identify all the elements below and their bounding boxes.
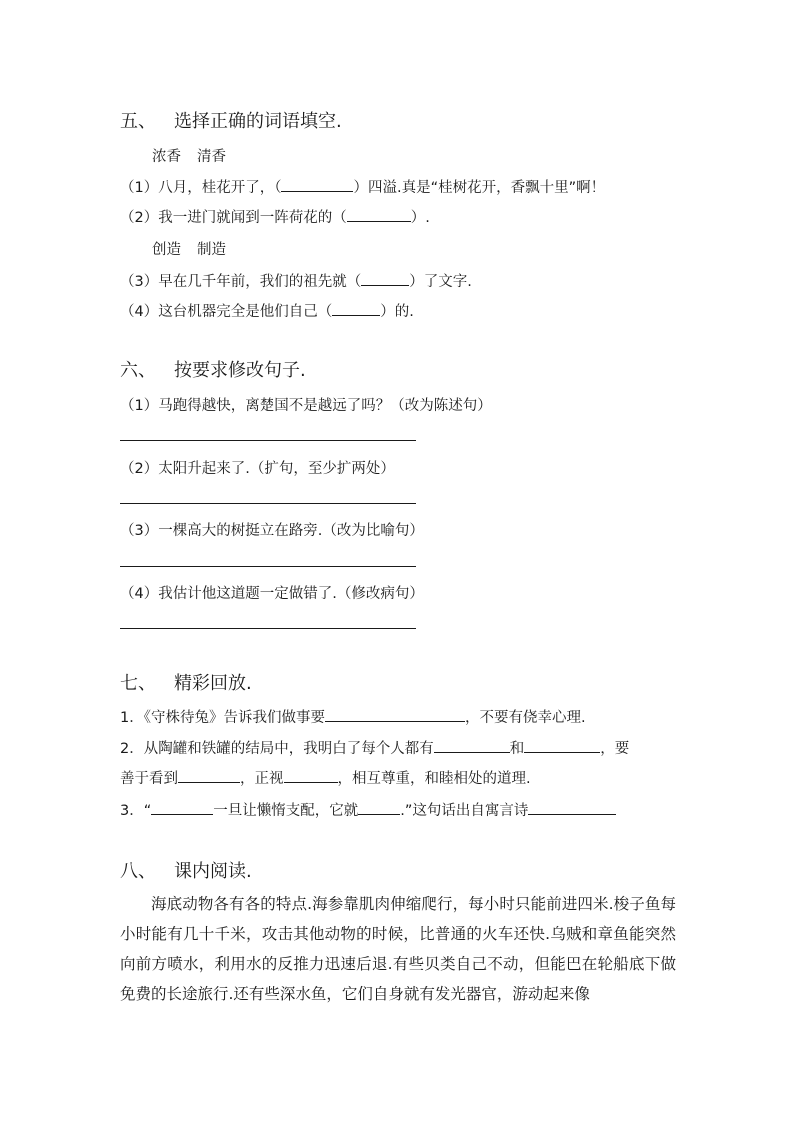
- question-7-3: [120, 799, 616, 820]
- section-5-heading: [120, 107, 342, 133]
- question-5-4: [120, 300, 414, 321]
- section-7-number: 七、: [120, 673, 156, 694]
- answer-blank[interactable]: [524, 738, 600, 753]
- question-text: .”这句话出自寓言诗: [400, 803, 529, 819]
- section-8-number: 八、: [120, 861, 156, 882]
- question-text: （1）八月，桂花开了，（: [120, 180, 282, 196]
- answer-blank[interactable]: [347, 207, 411, 222]
- question-7-2: [120, 737, 629, 758]
- passage-text: 海底动物各有各的特点.海参靠肌肉伸缩爬行，每小时只能前进四米.梭子鱼每小时能有几十千米，攻击其他动物的时候，比普通的火车还快.乌贼和章鱼能突然向前方喷水，利用水的反推力迅速后退.有些贝类自己不动，但能巴在轮船底下做免费的长途旅行.还有些深水鱼，它们自身就有发光器官，游动起来像: [120, 895, 676, 1003]
- question-6-4: （4）我估计他这道题一定做错了.（修改病句）: [120, 586, 424, 602]
- question-text: ，相互尊重，和睦相处的道理.: [337, 771, 531, 787]
- section-7-heading: [120, 669, 252, 695]
- question-5-1: [120, 176, 605, 197]
- answer-blank[interactable]: [332, 301, 380, 316]
- question-6-2: （2）太阳升起来了.（扩句，至少扩两处）: [120, 461, 395, 477]
- question-text: 一旦让懒惰支配，它就: [213, 803, 359, 819]
- section-6-title: 按要求修改句子.: [174, 360, 306, 381]
- question-text: ，不要有侥幸心理.: [464, 710, 586, 726]
- question-text: 善于看到: [120, 771, 178, 787]
- answer-blank[interactable]: [281, 177, 353, 192]
- answer-blank[interactable]: [151, 800, 213, 815]
- answer-blank[interactable]: [361, 271, 409, 286]
- answer-blank[interactable]: [325, 707, 465, 722]
- question-text: ，正视: [240, 771, 284, 787]
- section-5-number: 五、: [120, 111, 156, 132]
- answer-blank[interactable]: [284, 768, 338, 783]
- section-6-number: 六、: [120, 360, 156, 381]
- question-text: 1．《守株待兔》告诉我们做事要: [120, 710, 325, 726]
- section-8-title: 课内阅读.: [174, 861, 252, 882]
- answer-line[interactable]: [120, 628, 416, 629]
- word-choice-group-1: [152, 145, 226, 166]
- section-5-title: 选择正确的词语填空.: [174, 111, 342, 132]
- question-text: （3）早在几千年前，我们的祖先就（: [120, 274, 362, 290]
- word-option: 创造: [152, 242, 181, 258]
- answer-line[interactable]: [120, 566, 416, 567]
- word-option: 制造: [197, 242, 226, 258]
- question-7-2-cont: [120, 767, 531, 788]
- answer-blank[interactable]: [178, 768, 240, 783]
- answer-blank[interactable]: [358, 800, 400, 815]
- section-8-heading: [120, 857, 252, 883]
- section-7-title: 精彩回放.: [174, 673, 252, 694]
- question-text: ）了文字.: [409, 274, 472, 290]
- reading-passage: [120, 889, 676, 1009]
- question-5-2: [120, 206, 430, 227]
- question-5-3: [120, 270, 472, 291]
- question-text: ）.: [410, 210, 430, 226]
- word-choice-group-2: [152, 238, 226, 259]
- answer-line[interactable]: [120, 503, 416, 504]
- question-6-1: （1）马跑得越快，离楚国不是越远了吗？（改为陈述句）: [120, 398, 492, 414]
- question-text: （4）这台机器完全是他们自己（: [120, 304, 333, 320]
- word-option: 清香: [197, 149, 226, 165]
- word-option: 浓香: [152, 149, 181, 165]
- answer-line[interactable]: [120, 440, 416, 441]
- question-6-3: （3）一棵高大的树挺立在路旁.（改为比喻句）: [120, 523, 424, 539]
- question-text: ）的.: [380, 304, 414, 320]
- question-text: ）四溢.真是“桂树花开，香飘十里”啊！: [353, 180, 606, 196]
- question-text: 和: [509, 741, 525, 757]
- question-text: 2．从陶罐和铁罐的结局中，我明白了每个人都有: [120, 741, 434, 757]
- question-text: ，要: [600, 741, 630, 757]
- answer-blank[interactable]: [434, 738, 510, 753]
- question-text: （2）我一进门就闻到一阵荷花的（: [120, 210, 347, 226]
- question-7-1: [120, 706, 586, 727]
- section-6-heading: [120, 356, 306, 382]
- question-text: 3．“: [120, 803, 152, 819]
- answer-blank[interactable]: [528, 800, 616, 815]
